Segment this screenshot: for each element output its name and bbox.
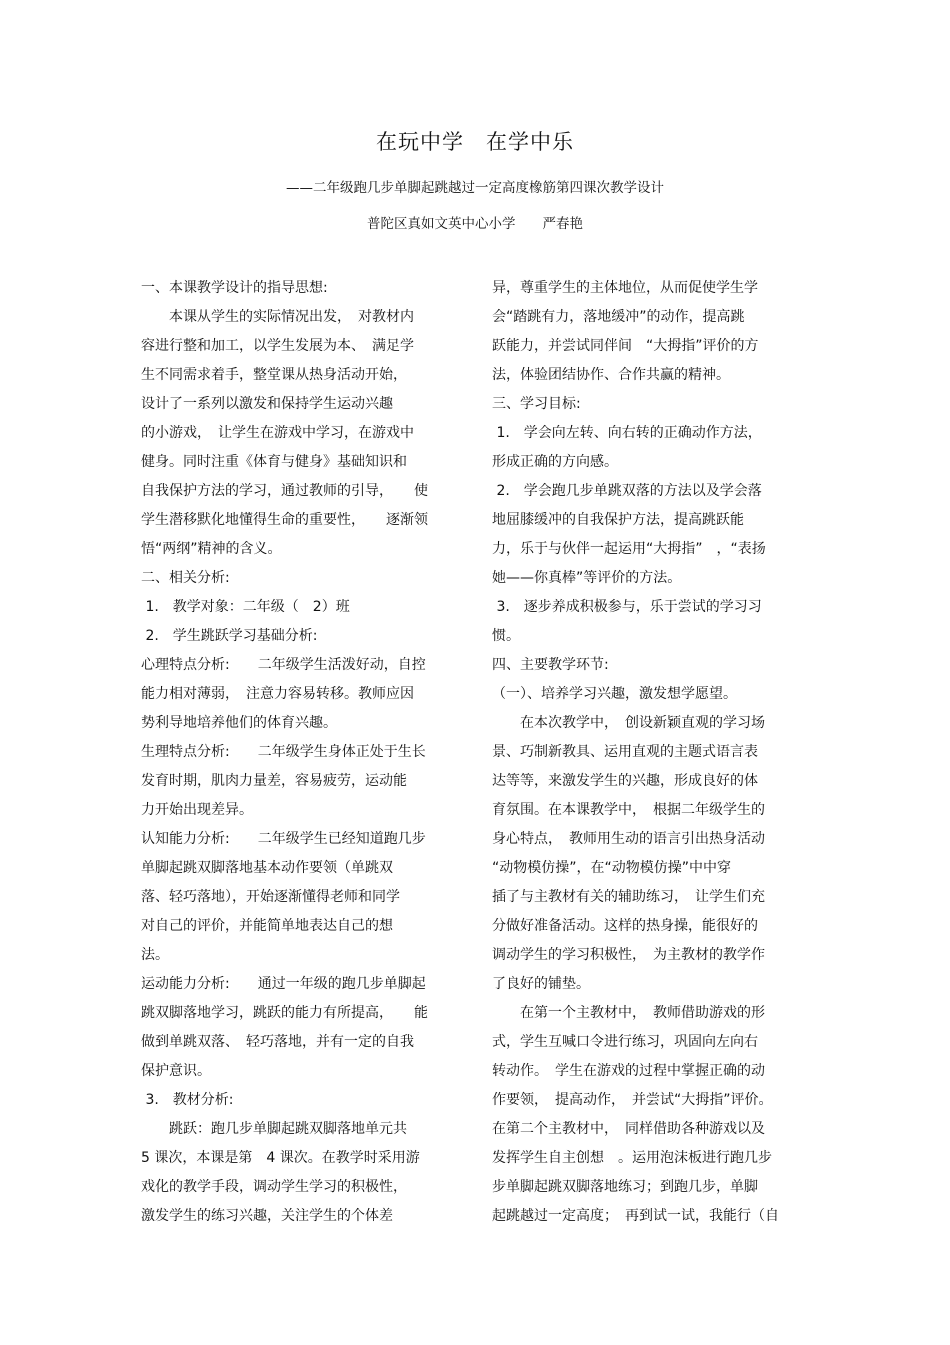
text-line: 插了与主教材有关的辅助练习， 让学生们充 xyxy=(492,889,765,905)
text-line: 生不同需求着手，整堂课从热身活动开始， xyxy=(141,367,407,383)
text-line: 发育时期，肌肉力量差，容易疲劳，运动能 xyxy=(141,773,407,789)
text-line: 1. 教学对象：二年级（ 2）班 xyxy=(141,599,350,615)
text-line: 能力相对薄弱， 注意力容易转移。教师应因 xyxy=(141,686,414,702)
text-line: 景、巧制新教具、运用直观的主题式语言表 xyxy=(492,744,758,760)
text-line: 二、相关分析: xyxy=(141,570,230,586)
right-column xyxy=(492,274,810,1231)
text-line: 容进行整和加工，以学生发展为本、 满足学 xyxy=(141,338,414,354)
document-subtitle: ——二年级跑几步单脚起跳越过一定高度橡筋第四课次教学设计 xyxy=(286,180,664,196)
text-line: 保护意识。 xyxy=(141,1063,211,1079)
text-line: 运动能力分析: 通过一年级的跑几步单脚起 xyxy=(141,976,426,992)
text-line: 了良好的铺垫。 xyxy=(492,976,590,992)
text-line: 5 课次，本课是第 4 课次。在教学时采用游 xyxy=(141,1150,420,1166)
text-line: 戏化的教学手段，调动学生学习的积极性， xyxy=(141,1179,407,1195)
text-line: 育氛围。在本课教学中， 根据二年级学生的 xyxy=(492,802,765,818)
text-line: 三、学习目标: xyxy=(492,396,581,412)
text-line: 激发学生的练习兴趣，关注学生的个体差 xyxy=(141,1208,393,1224)
text-line: 步单脚起跳双脚落地练习；到跑几步，单脚 xyxy=(492,1179,758,1195)
text-line: 2. 学会跑几步单跳双落的方法以及学会落 xyxy=(492,483,762,499)
text-line: 1. 学会向左转、向右转的正确动作方法， xyxy=(492,425,762,441)
text-line: 分做好准备活动。这样的热身操，能很好的 xyxy=(492,918,758,934)
text-line: 异，尊重学生的主体地位，从而促使学生学 xyxy=(492,280,758,296)
document-author: 普陀区真如文英中心小学 严春艳 xyxy=(367,216,583,232)
text-line: 对自己的评价，并能简单地表达自己的想 xyxy=(141,918,393,934)
text-line: 认知能力分析: 二年级学生已经知道跑几步 xyxy=(141,831,426,847)
text-line: 地屈膝缓冲的自我保护方法，提高跳跃能 xyxy=(492,512,744,528)
text-line: 3. 教材分析: xyxy=(141,1092,234,1108)
text-line: 四、主要教学环节: xyxy=(492,657,609,673)
text-line: 2. 学生跳跃学习基础分析: xyxy=(141,628,318,644)
text-line: 一、本课教学设计的指导思想: xyxy=(141,280,328,296)
text-line: 在第二个主教材中， 同样借助各种游戏以及 xyxy=(492,1121,765,1137)
text-line: 法，体验团结协作、合作共赢的精神。 xyxy=(492,367,730,383)
text-line: 悟“两纲”精神的含义。 xyxy=(141,541,282,557)
text-line: 力开始出现差异。 xyxy=(141,802,253,818)
text-line: 转动作。 学生在游戏的过程中掌握正确的动 xyxy=(492,1063,765,1079)
text-line: “动物模仿操”，在“动物模仿操”中中穿 xyxy=(492,860,732,876)
text-line: 跃能力，并尝试同伴间 “大拇指”评价的方 xyxy=(492,338,759,354)
text-line: 自我保护方法的学习，通过教师的引导， 使 xyxy=(141,483,428,499)
text-line: 调动学生的学习积极性， 为主教材的教学作 xyxy=(492,947,765,963)
text-line: 起跳越过一定高度； 再到试一试，我能行（自 xyxy=(492,1208,779,1224)
text-line: 会“踏跳有力，落地缓冲”的动作，提高跳 xyxy=(492,309,745,325)
text-line: 落、轻巧落地），开始逐渐懂得老师和同学 xyxy=(141,889,400,905)
text-line: 身心特点， 教师用生动的语言引出热身活动 xyxy=(492,831,765,847)
document-title: 在玩中学 在学中乐 xyxy=(376,130,574,154)
text-line: 达等等，来激发学生的兴趣，形成良好的体 xyxy=(492,773,758,789)
text-line: 做到单跳双落、 轻巧落地，并有一定的自我 xyxy=(141,1034,414,1050)
text-line: 的小游戏， 让学生在游戏中学习，在游戏中 xyxy=(141,425,414,441)
text-line: 在第一个主教材中， 教师借助游戏的形 xyxy=(492,1005,765,1021)
text-line: 作要领， 提高动作， 并尝试“大拇指”评价。 xyxy=(492,1092,773,1108)
text-line: 发挥学生自主创想 。运用泡沫板进行跑几步 xyxy=(492,1150,772,1166)
text-line: 式，学生互喊口令进行练习，巩固向左向右 xyxy=(492,1034,758,1050)
text-line: 法。 xyxy=(141,947,169,963)
text-line: 形成正确的方向感。 xyxy=(492,454,618,470)
text-line: 跳跃：跑几步单脚起跳双脚落地单元共 xyxy=(141,1121,407,1137)
text-line: 势利导地培养他们的体育兴趣。 xyxy=(141,715,337,731)
text-line: 健身。同时注重《体育与健身》基础知识和 xyxy=(141,454,407,470)
text-line: 她——你真棒”等评价的方法。 xyxy=(492,570,682,586)
text-line: 设计了一系列以激发和保持学生运动兴趣 xyxy=(141,396,393,412)
text-line: 力，乐于与伙伴一起运用“大拇指” ，“表扬 xyxy=(492,541,766,557)
text-line: 3. 逐步养成积极参与，乐于尝试的学习习 xyxy=(492,599,762,615)
text-line: 生理特点分析: 二年级学生身体正处于生长 xyxy=(141,744,426,760)
text-line: 惯。 xyxy=(492,628,520,644)
text-line: 学生潜移默化地懂得生命的重要性， 逐渐领 xyxy=(141,512,428,528)
text-line: 在本次教学中， 创设新颖直观的学习场 xyxy=(492,715,765,731)
text-line: 单脚起跳双脚落地基本动作要领（单跳双 xyxy=(141,860,393,876)
text-line: 心理特点分析: 二年级学生活泼好动，自控 xyxy=(141,657,426,673)
text-line: 跳双脚落地学习，跳跃的能力有所提高， 能 xyxy=(141,1005,428,1021)
text-line: （一）、培养学习兴趣，激发想学愿望。 xyxy=(492,686,737,702)
text-line: 本课从学生的实际情况出发， 对教材内 xyxy=(141,309,414,325)
left-column xyxy=(141,274,459,1231)
